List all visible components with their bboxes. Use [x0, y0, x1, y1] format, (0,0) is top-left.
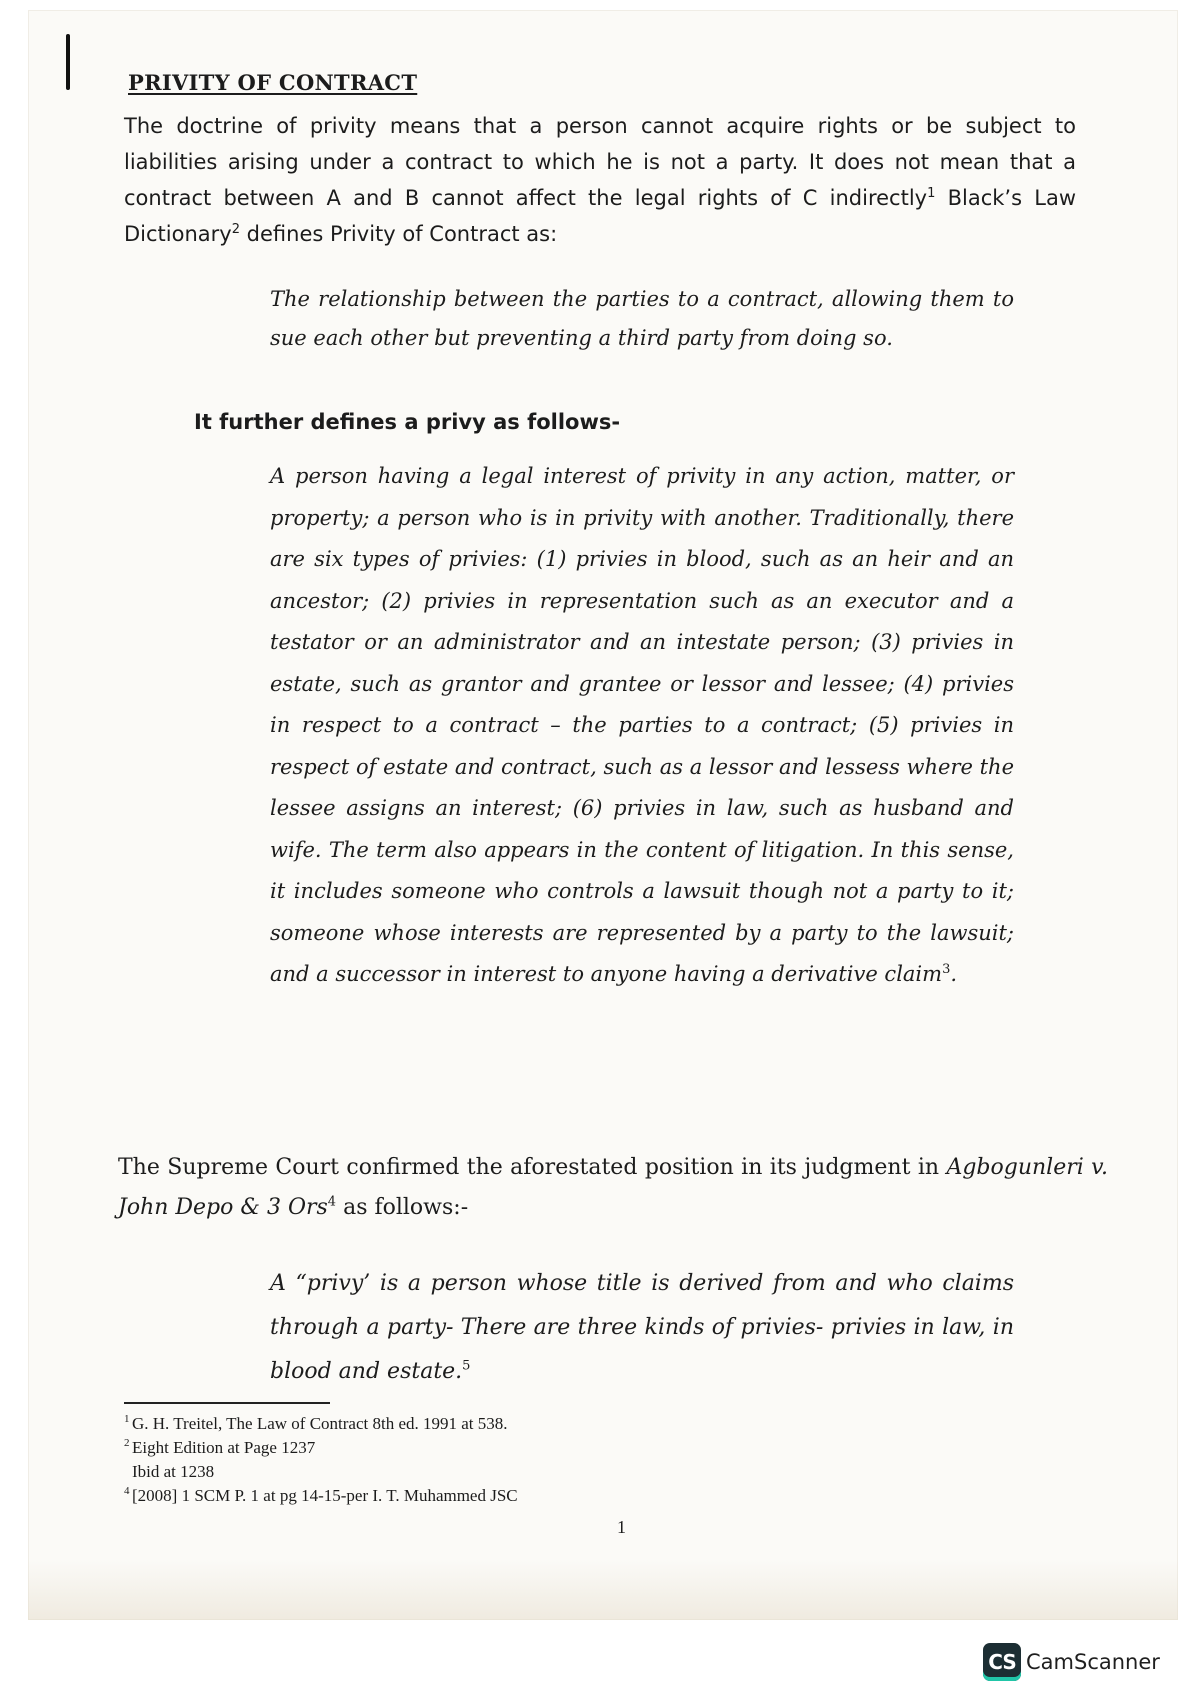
- definition-quote: The relationship between the parties to a contract, allowing them to sue each other but preventing a third party from doing so.: [270, 287, 1014, 350]
- footnotes-list: [124, 1412, 684, 1508]
- footnote-divider: [124, 1402, 330, 1404]
- footnote-ref-1: 1: [927, 186, 936, 201]
- camscanner-logo-icon: CS: [983, 1643, 1021, 1681]
- camscanner-brand: CamScanner: [1026, 1650, 1160, 1674]
- footnote-item: [124, 1460, 684, 1484]
- doctrine-text-3: defines Privity of Contract as:: [240, 222, 558, 246]
- court-paragraph: [118, 1148, 1108, 1228]
- page-number: 1: [617, 1517, 626, 1537]
- camscanner-watermark: [983, 1641, 1160, 1683]
- footnote-ref-5: 5: [462, 1358, 471, 1374]
- case-name: Agbogunleri v. John Depo & 3 Ors: [118, 1155, 1108, 1220]
- doctrine-paragraph: [124, 108, 1076, 268]
- privy-quote-end: .: [950, 962, 958, 986]
- footnote-text: Eight Edition at Page 1237: [132, 1438, 316, 1457]
- page-edge-stain: [28, 1560, 1178, 1620]
- privy-quote-text: A person having a legal interest of privity in any action, matter, or property; a person who is in privity with another. Traditionally, there are six types of privies: (1) privies in blood, such as an heir and an ancestor; (2) privies in representation such as an executor and a testator or an administrator and an intestate person; (3) privies in estate, such as grantor and grantee or lessor and lessee; (4) privies in respect to a contract – the parties to a contract; (5) privies in respect of estate and contract, such as a lessor and lessess where the lessee assigns an interest; (6) privies in law, such as husband and wife. The term also appears in the content of litigation. In this sense, it includes someone who controls a lawsuit though not a party to it; someone whose interests are represented by a party to the lawsuit; and a successor in interest to anyone having a derivative claim: [270, 464, 1014, 986]
- footnote-item: 1 G. H. Treitel, The Law of Contract 8th ed. 1991 at 538.: [124, 1413, 508, 1433]
- footnote-text: Ibid at 1238: [132, 1462, 215, 1481]
- footnote-ref-3: 3: [942, 962, 951, 977]
- court-text-1: The Supreme Court confirmed the aforestated position in its judgment in: [118, 1155, 947, 1180]
- footnote-ref-2: 2: [231, 222, 240, 237]
- footnote-text: [2008] 1 SCM P. 1 at pg 14-15-per I. T. Muhammed JSC: [132, 1486, 518, 1505]
- doctrine-text-2: Black’s Law Dictionary: [124, 186, 1076, 246]
- court-quote-text: A “privy’ is a person whose title is derived from and who claims through a party- There are three kinds of privies- privies in law, in blood and estate.: [270, 1271, 1014, 1384]
- page-title: PRIVITY OF CONTRACT: [128, 70, 418, 95]
- doctrine-text-1: The doctrine of privity means that a person cannot acquire rights or be subject to liabilities arising under a contract to which he is not a party. It does not mean that a contract between A and B cannot affect the legal rights of C indirectly: [124, 114, 1076, 210]
- footnote-ref-4: 4: [327, 1194, 337, 1210]
- footnote-text: G. H. Treitel, The Law of Contract 8th ed. 1991 at 538.: [132, 1414, 508, 1433]
- margin-pen-mark: [66, 34, 70, 90]
- court-quote: [270, 1262, 1014, 1394]
- footnote-item: 4 [2008] 1 SCM P. 1 at pg 14-15-per I. T. Muhammed JSC: [124, 1485, 518, 1505]
- footnote-item: 2 Eight Edition at Page 1237: [124, 1437, 316, 1457]
- privy-quote: [270, 456, 1014, 996]
- court-text-2: as follows:-: [336, 1195, 469, 1220]
- privy-subheading: It further defines a privy as follows-: [194, 410, 621, 434]
